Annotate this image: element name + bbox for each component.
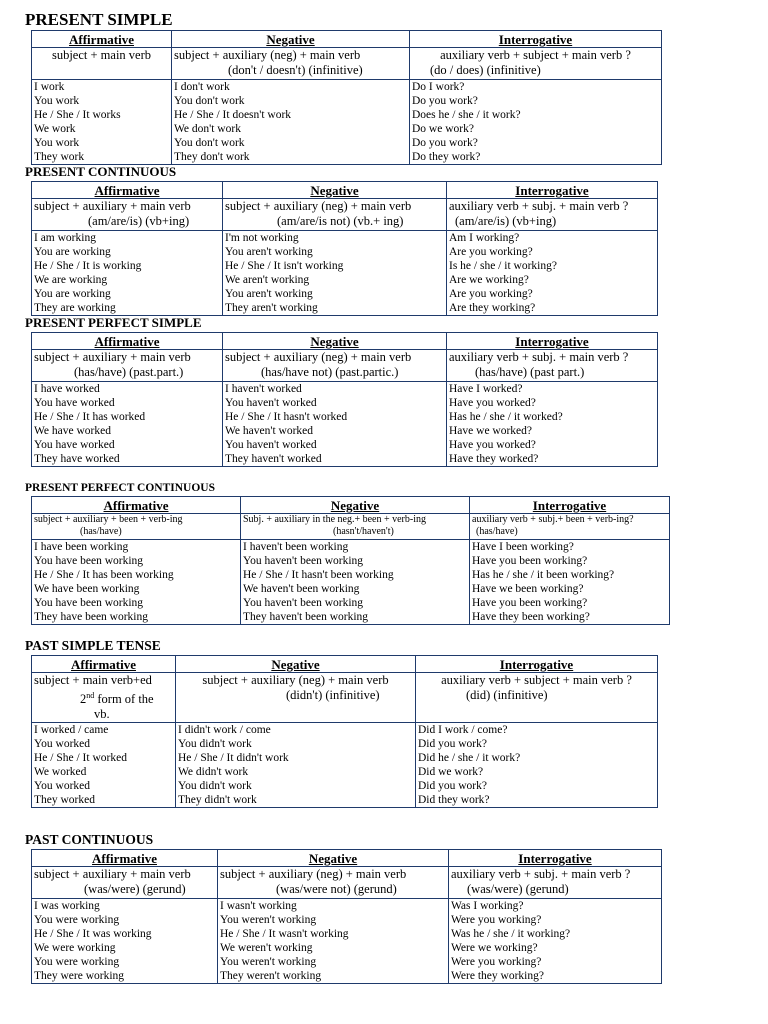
example-line: I wasn't working — [220, 900, 297, 912]
example-line: Have you been working? — [472, 555, 588, 567]
example-line: You haven't been working — [243, 597, 364, 609]
example-line: Have they been working? — [472, 611, 590, 623]
example-line: You were working — [34, 914, 120, 926]
example-line: You haven't been working — [243, 555, 364, 567]
example-line: Are you working? — [449, 288, 533, 300]
formula-interrogative: auxiliary verb + subj.+ been + verb-ing? (has/have) — [470, 514, 670, 540]
examples-interrogative — [410, 80, 662, 165]
example-line: Did we work? — [418, 766, 484, 779]
examples-negative — [176, 723, 416, 808]
example-line: You worked — [34, 738, 91, 751]
example-line: He / She / It worked — [34, 752, 127, 765]
example-line: Have they worked? — [449, 453, 539, 465]
formula-affirmative: subject + auxiliary + main verb (was/were) (gerund) — [32, 867, 218, 899]
example-line: He / She / It didn't work — [178, 752, 289, 765]
example-line: I haven't been working — [243, 541, 349, 553]
examples-interrogative — [470, 540, 670, 625]
formula-affirmative: subject + main verb — [32, 48, 172, 80]
example-line: I have worked — [34, 383, 100, 395]
example-line: You work — [34, 95, 80, 107]
formula-negative: subject + auxiliary (neg) + main verb (has/have not) (past.partic.) — [223, 350, 447, 382]
example-line: Have you worked? — [449, 439, 536, 451]
example-line: He / She / It isn't working — [225, 260, 344, 272]
example-line: We work — [34, 123, 76, 135]
header-interrogative: Interrogative — [416, 656, 658, 673]
example-line: Am I working? — [449, 232, 520, 244]
example-line: He / She / It wasn't working — [220, 928, 349, 940]
example-line: They have been working — [34, 611, 149, 623]
example-line: We haven't been working — [243, 583, 360, 595]
example-line: They don't work — [174, 151, 250, 163]
header-negative: Negative — [223, 182, 447, 199]
header-affirmative: Affirmative — [32, 850, 218, 867]
formula-negative: Subj. + auxiliary in the neg.+ been + verb-ing (hasn't/haven't) — [241, 514, 470, 540]
example-line: You aren't working — [225, 246, 313, 258]
example-line: You haven't worked — [225, 439, 317, 451]
examples-affirmative — [32, 382, 223, 467]
example-line: You didn't work — [178, 738, 252, 751]
example-line: They worked — [34, 794, 95, 807]
example-line: Was I working? — [451, 900, 524, 912]
example-line: Were we working? — [451, 942, 538, 954]
example-line: You have worked — [34, 439, 115, 451]
example-line: Were you working? — [451, 956, 542, 968]
header-negative: Negative — [172, 31, 410, 48]
example-line: I didn't work / come — [178, 724, 271, 737]
section-title-present-continuous: PRESENT CONTINUOUS — [25, 164, 177, 179]
example-line: Are we working? — [449, 274, 529, 286]
header-affirmative: Affirmative — [32, 31, 172, 48]
ordinal-number: 2 — [80, 692, 87, 707]
example-line: I don't work — [174, 81, 230, 93]
example-line: Was he / she / it working? — [451, 928, 571, 940]
table-present-perfect-simple — [31, 332, 658, 467]
example-line: They haven't been working — [243, 611, 369, 623]
example-line: We aren't working — [225, 274, 310, 286]
example-line: He / She / It has worked — [34, 411, 146, 423]
example-line: Do I work? — [412, 81, 465, 93]
example-line: He / She / It works — [34, 109, 121, 121]
example-line: You have been working — [34, 555, 144, 567]
example-line: They were working — [34, 970, 125, 982]
header-interrogative: Interrogative — [447, 333, 658, 350]
example-line: You weren't working — [220, 914, 317, 926]
example-line: I was working — [34, 900, 100, 912]
formula-affirmative: subject + auxiliary + main verb (am/are/is) (vb+ing) — [32, 199, 223, 231]
examples-interrogative — [416, 723, 658, 808]
examples-affirmative — [32, 723, 176, 808]
example-line: Did I work / come? — [418, 724, 508, 737]
formula-negative: subject + auxiliary (neg) + main verb (am/are/is not) (vb.+ ing) — [223, 199, 447, 231]
section-title-present-perfect-continuous: PRESENT PERFECT CONTINUOUS — [25, 482, 216, 494]
example-line: Are you working? — [449, 246, 533, 258]
example-line: Did he / she / it work? — [418, 752, 521, 765]
header-interrogative: Interrogative — [449, 850, 662, 867]
examples-interrogative — [447, 382, 658, 467]
header-interrogative: Interrogative — [470, 497, 670, 514]
example-line: We weren't working — [220, 942, 313, 954]
example-line: They work — [34, 151, 85, 163]
formula-interrogative: auxiliary verb + subj. + main verb ? (was/were) (gerund) — [449, 867, 662, 899]
example-line: You have worked — [34, 397, 115, 409]
example-line: You have been working — [34, 597, 144, 609]
example-line: Do you work? — [412, 95, 478, 107]
example-line: I haven't worked — [225, 383, 302, 395]
example-line: We were working — [34, 942, 116, 954]
example-line: He / She / It was working — [34, 928, 152, 940]
example-line: He / She / It hasn't been working — [243, 569, 394, 581]
examples-negative — [223, 231, 447, 316]
example-line: You work — [34, 137, 80, 149]
example-line: You are working — [34, 246, 111, 258]
header-negative: Negative — [241, 497, 470, 514]
example-line: Did they work? — [418, 794, 490, 807]
formula-interrogative: auxiliary verb + subject + main verb ? (do / does) (infinitive) — [410, 48, 662, 80]
example-line: You don't work — [174, 95, 245, 107]
example-line: Did you work? — [418, 780, 487, 793]
header-affirmative: Affirmative — [32, 656, 176, 673]
example-line: They have worked — [34, 453, 120, 465]
example-line: You don't work — [174, 137, 245, 149]
example-line: You were working — [34, 956, 120, 968]
example-line: Are they working? — [449, 302, 536, 314]
examples-affirmative — [32, 540, 241, 625]
header-affirmative: Affirmative — [32, 497, 241, 514]
formula-affirmative: subject + auxiliary + been + verb-ing (has/have) — [32, 514, 241, 540]
example-line: We haven't worked — [225, 425, 314, 437]
header-affirmative: Affirmative — [32, 182, 223, 199]
formula-affirmative: subject + auxiliary + main verb (has/have) (past.part.) — [32, 350, 223, 382]
header-interrogative: Interrogative — [447, 182, 658, 199]
table-past-simple — [31, 655, 658, 808]
example-line: Has he / she / it been working? — [472, 569, 615, 581]
example-line: Does he / she / it work? — [412, 109, 521, 121]
examples-negative — [218, 899, 449, 984]
formula-negative: subject + auxiliary (neg) + main verb (didn't) (infinitive) — [176, 673, 416, 723]
examples-interrogative — [449, 899, 662, 984]
example-line: You aren't working — [225, 288, 313, 300]
example-line: You are working — [34, 288, 111, 300]
formula-interrogative: auxiliary verb + subj. + main verb ? (has/have) (past part.) — [447, 350, 658, 382]
example-line: Have I been working? — [472, 541, 574, 553]
example-line: They haven't worked — [225, 453, 322, 465]
example-line: Have you been working? — [472, 597, 588, 609]
example-line: They didn't work — [178, 794, 257, 807]
formula-negative: subject + auxiliary (neg) + main verb (was/were not) (gerund) — [218, 867, 449, 899]
example-line: Have we worked? — [449, 425, 533, 437]
example-line: You worked — [34, 780, 91, 793]
section-title-past-simple: PAST SIMPLE TENSE — [25, 638, 161, 653]
header-interrogative: Interrogative — [410, 31, 662, 48]
example-line: I worked / came — [34, 724, 109, 737]
example-line: He / She / It is working — [34, 260, 142, 272]
formula-interrogative: auxiliary verb + subj. + main verb ? (am/are/is) (vb+ing) — [447, 199, 658, 231]
example-line: We didn't work — [178, 766, 249, 779]
header-negative: Negative — [218, 850, 449, 867]
example-line: Do you work? — [412, 137, 478, 149]
example-line: They are working — [34, 302, 116, 314]
example-line: You haven't worked — [225, 397, 317, 409]
example-line: Were they working? — [451, 970, 544, 982]
header-negative: Negative — [176, 656, 416, 673]
table-present-continuous — [31, 181, 658, 316]
example-line: Have I worked? — [449, 383, 523, 395]
example-line: I have been working — [34, 541, 129, 553]
table-present-perfect-continuous — [31, 496, 670, 625]
formula-interrogative: auxiliary verb + subject + main verb ? (did) (infinitive) — [416, 673, 658, 723]
example-line: I am working — [34, 232, 96, 244]
example-line: We have been working — [34, 583, 140, 595]
example-line: Did you work? — [418, 738, 487, 751]
table-present-simple — [31, 30, 662, 165]
ordinal-suffix: nd — [86, 691, 95, 700]
example-line: Have we been working? — [472, 583, 584, 595]
formula-part: form of the — [94, 692, 154, 707]
section-title-past-continuous: PAST CONTINUOUS — [25, 832, 154, 847]
example-line: We are working — [34, 274, 108, 286]
example-line: We worked — [34, 766, 87, 779]
header-affirmative: Affirmative — [32, 333, 223, 350]
section-title-present-simple: PRESENT SIMPLE — [25, 10, 173, 29]
example-line: He / She / It doesn't work — [174, 109, 292, 121]
example-line: They aren't working — [225, 302, 318, 314]
example-line: Were you working? — [451, 914, 542, 926]
section-title-present-perfect-simple: PRESENT PERFECT SIMPLE — [25, 315, 202, 330]
example-line: Do we work? — [412, 123, 474, 135]
example-line: We have worked — [34, 425, 111, 437]
example-line: Is he / she / it working? — [449, 260, 557, 272]
example-line: He / She / It has been working — [34, 569, 174, 581]
example-line: We don't work — [174, 123, 241, 135]
example-line: You didn't work — [178, 780, 252, 793]
example-line: Do they work? — [412, 151, 481, 163]
header-negative: Negative — [223, 333, 447, 350]
example-line: You weren't working — [220, 956, 317, 968]
formula-affirmative: subject + main verb+ed 2nd form of the vb. — [32, 673, 176, 723]
examples-negative — [241, 540, 470, 625]
table-past-continuous — [31, 849, 662, 984]
examples-affirmative — [32, 231, 223, 316]
example-line: They weren't working — [220, 970, 322, 982]
example-line: I'm not working — [225, 232, 299, 244]
example-line: I work — [34, 81, 65, 93]
examples-negative — [172, 80, 410, 165]
examples-affirmative — [32, 80, 172, 165]
example-line: Has he / she / it worked? — [449, 411, 563, 423]
example-line: He / She / It hasn't worked — [225, 411, 348, 423]
examples-negative — [223, 382, 447, 467]
examples-affirmative — [32, 899, 218, 984]
examples-interrogative — [447, 231, 658, 316]
formula-negative: subject + auxiliary (neg) + main verb (don't / doesn't) (infinitive) — [172, 48, 410, 80]
example-line: Have you worked? — [449, 397, 536, 409]
